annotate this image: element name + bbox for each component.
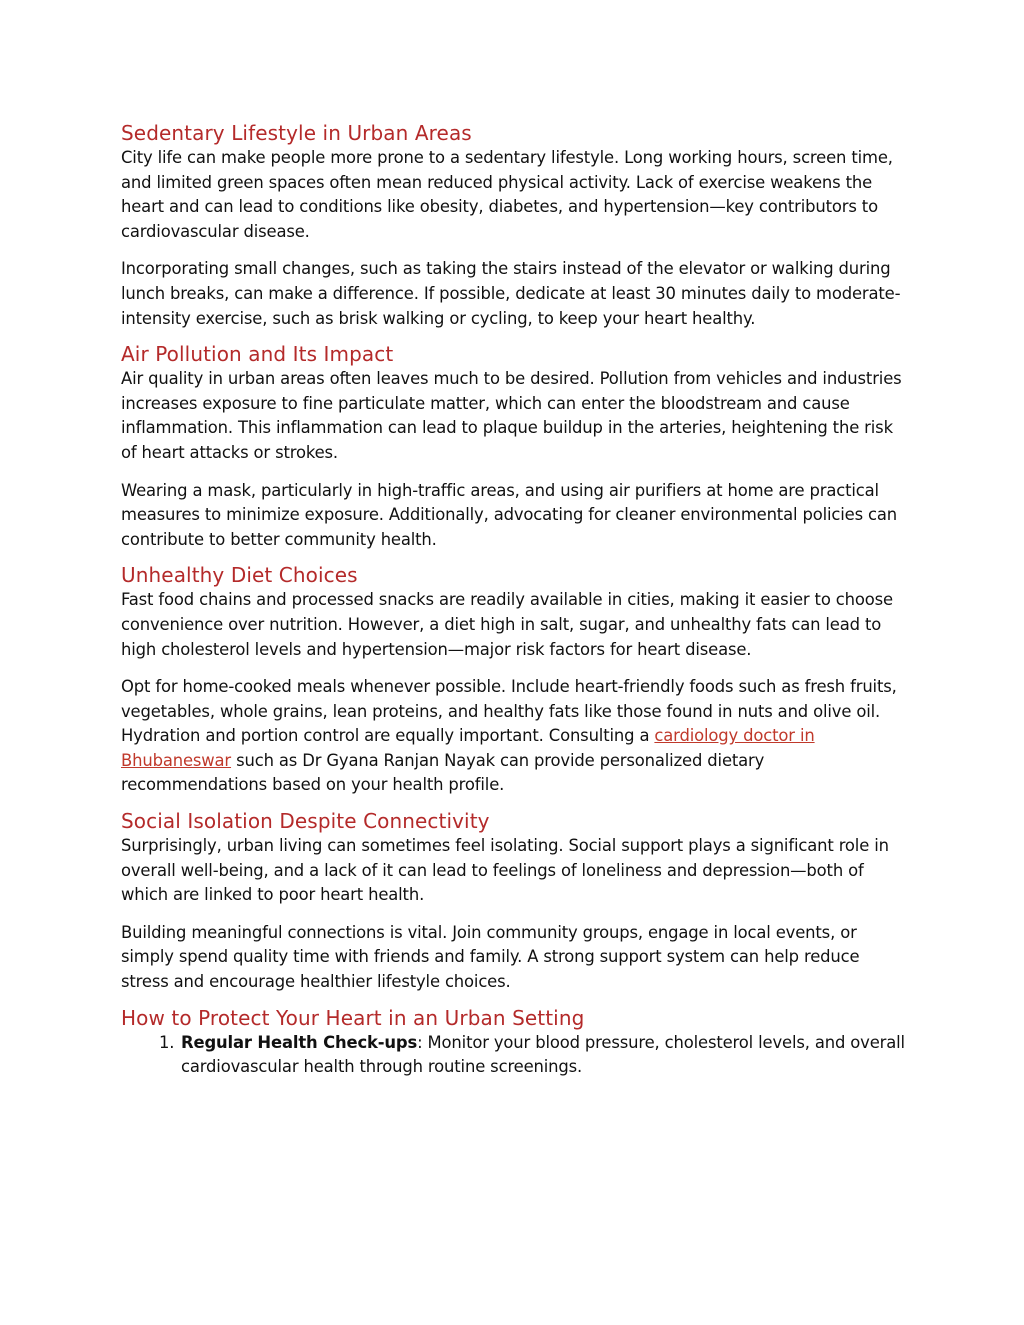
cardiology-doctor-link[interactable]: cardiology doctor in Bhubaneswar bbox=[121, 726, 815, 770]
section-heading: Air Pollution and Its Impact bbox=[121, 342, 394, 367]
section-unhealthy-diet bbox=[121, 562, 911, 798]
paragraph: City life can make people more prone to a sedentary lifestyle. Long working hours, screen time, and limited green spaces often mean reduced physical activity. Lack of exercise weakens the heart and can lead to conditions like obesity, diabetes, and hypertension—key contributors to cardiovascular disease. bbox=[121, 148, 893, 241]
section-heading: Unhealthy Diet Choices bbox=[121, 563, 358, 588]
section-social-isolation bbox=[121, 808, 911, 995]
paragraph: Building meaningful connections is vital. Join community groups, engage in local events, or simply spend quality time with friends and family. A strong support system can help reduce stress and encourage healthier lifestyle choices. bbox=[121, 922, 860, 992]
paragraph: Surprisingly, urban living can sometimes feel isolating. Social support plays a significant role in overall well-being, and a lack of it can lead to feelings of loneliness and depression—both of which are linked to poor heart health. bbox=[121, 836, 889, 905]
section-air-pollution bbox=[121, 341, 911, 552]
section-sedentary-lifestyle bbox=[121, 120, 911, 331]
list-number: 1. bbox=[159, 1032, 175, 1052]
section-protect-heart bbox=[121, 1005, 911, 1080]
section-heading: Social Isolation Despite Connectivity bbox=[121, 809, 490, 834]
section-heading: Sedentary Lifestyle in Urban Areas bbox=[121, 121, 472, 145]
list-item-text: : Monitor your blood pressure, cholesterol levels, and overall cardiovascular health through routine screenings. bbox=[181, 1032, 905, 1077]
document-body bbox=[121, 120, 911, 1080]
list-item bbox=[121, 1031, 911, 1080]
paragraph: Fast food chains and processed snacks are readily available in cities, making it easier to choose convenience over nutrition. However, a diet high in salt, sugar, and unhealthy fats can lead to high cholesterol levels and hypertension—major risk factors for heart disease. bbox=[121, 590, 893, 659]
paragraph: Air quality in urban areas often leaves much to be desired. Pollution from vehicles and industries increases exposure to fine particulate matter, which can enter the bloodstream and cause inflammation. This inflammation can lead to plaque buildup in the arteries, heightening the risk of heart attacks or strokes. bbox=[121, 369, 902, 462]
list-item-title: Regular Health Check-ups bbox=[181, 1032, 418, 1052]
section-heading: How to Protect Your Heart in an Urban Setting bbox=[121, 1005, 585, 1030]
numbered-list bbox=[121, 1031, 911, 1080]
paragraph: Wearing a mask, particularly in high-traffic areas, and using air purifiers at home are practical measures to minimize exposure. Additionally, advocating for cleaner environmental policies can contribute to better community health. bbox=[121, 480, 898, 549]
paragraph-with-link bbox=[121, 675, 911, 798]
paragraph: Incorporating small changes, such as taking the stairs instead of the elevator or walking during lunch breaks, can make a difference. If possible, dedicate at least 30 minutes daily to moderate-intensity exercise, such as brisk walking or cycling, to keep your heart healthy. bbox=[121, 259, 901, 328]
paragraph-text: such as Dr Gyana Ranjan Nayak can provide personalized dietary recommendations based on your health profile. bbox=[121, 750, 765, 795]
paragraph-text: Opt for home-cooked meals whenever possible. Include heart-friendly foods such as fresh fruits, vegetables, whole grains, lean proteins, and healthy fats like those found in nuts and olive oil. Hydration and portion control are equally important. Consulting a bbox=[121, 677, 897, 746]
